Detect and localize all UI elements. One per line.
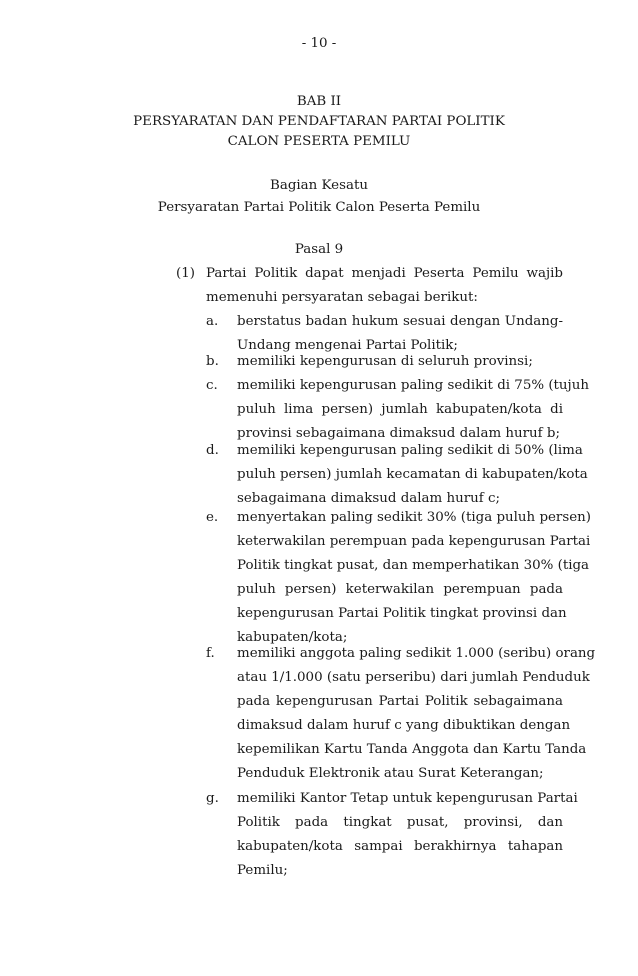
chapter-title-line-2: CALON PESERTA PEMILU <box>227 134 411 149</box>
article-label: Pasal 9 <box>294 242 344 257</box>
item-line: pada kepengurusan Partai Politik sebagaimana <box>237 694 563 709</box>
item-line: Pemilu; <box>237 863 288 878</box>
item-line: kabupaten/kota; <box>237 630 348 645</box>
section-title: Persyaratan Partai Politik Calon Peserta Pemilu <box>157 200 481 215</box>
page-number: - 10 - <box>301 36 337 51</box>
clause-number: (1) <box>176 266 195 281</box>
item-letter: a. <box>206 314 219 329</box>
item-line: Undang mengenai Partai Politik; <box>237 338 458 353</box>
item-line: keterwakilan perempuan pada kepengurusan Partai <box>237 534 591 549</box>
item-line: puluh lima persen) jumlah kabupaten/kota di <box>237 402 563 417</box>
item-letter: e. <box>206 510 219 525</box>
chapter-title-line-1: PERSYARATAN DAN PENDAFTARAN PARTAI POLITIK <box>133 114 505 129</box>
item-line: kepemilikan Kartu Tanda Anggota dan Kartu Tanda <box>237 742 587 757</box>
item-line: kepengurusan Partai Politik tingkat provinsi dan <box>237 606 567 621</box>
item-line: memiliki kepengurusan paling sedikit di 50% (lima <box>237 443 583 458</box>
item-letter: c. <box>206 378 218 393</box>
item-letter: g. <box>206 791 219 806</box>
item-line: puluh persen) jumlah kecamatan di kabupaten/kota <box>237 467 588 482</box>
chapter-number: BAB II <box>296 94 342 109</box>
item-line: dimaksud dalam huruf c yang dibuktikan dengan <box>237 718 571 733</box>
item-letter: d. <box>206 443 219 458</box>
item-line: memiliki kepengurusan di seluruh provinsi; <box>237 354 533 369</box>
item-line: memiliki anggota paling sedikit 1.000 (seribu) orang <box>237 646 596 661</box>
item-letter: f. <box>206 646 215 661</box>
item-line: Penduduk Elektronik atau Surat Keterangan; <box>237 766 544 781</box>
item-line: menyertakan paling sedikit 30% (tiga puluh persen) <box>237 510 591 525</box>
clause-line: Partai Politik dapat menjadi Peserta Pemilu wajib <box>206 266 563 281</box>
item-line: atau 1/1.000 (satu perseribu) dari jumlah Penduduk <box>237 670 590 685</box>
item-line: berstatus badan hukum sesuai dengan Undang- <box>237 314 563 329</box>
item-line: sebagaimana dimaksud dalam huruf c; <box>237 491 500 506</box>
item-line: memiliki Kantor Tetap untuk kepengurusan Partai <box>237 791 578 806</box>
clause-line: memenuhi persyaratan sebagai berikut: <box>206 290 478 305</box>
item-line: Politik pada tingkat pusat, provinsi, dan <box>237 815 563 830</box>
item-line: provinsi sebagaimana dimaksud dalam huruf b; <box>237 426 560 441</box>
item-line: kabupaten/kota sampai berakhirnya tahapan <box>237 839 563 854</box>
item-line: memiliki kepengurusan paling sedikit di 75% (tujuh <box>237 378 589 393</box>
section-label: Bagian Kesatu <box>270 178 368 193</box>
item-letter: b. <box>206 354 219 369</box>
item-line: puluh persen) keterwakilan perempuan pada <box>237 582 563 597</box>
item-line: Politik tingkat pusat, dan memperhatikan 30% (tiga <box>237 558 590 573</box>
